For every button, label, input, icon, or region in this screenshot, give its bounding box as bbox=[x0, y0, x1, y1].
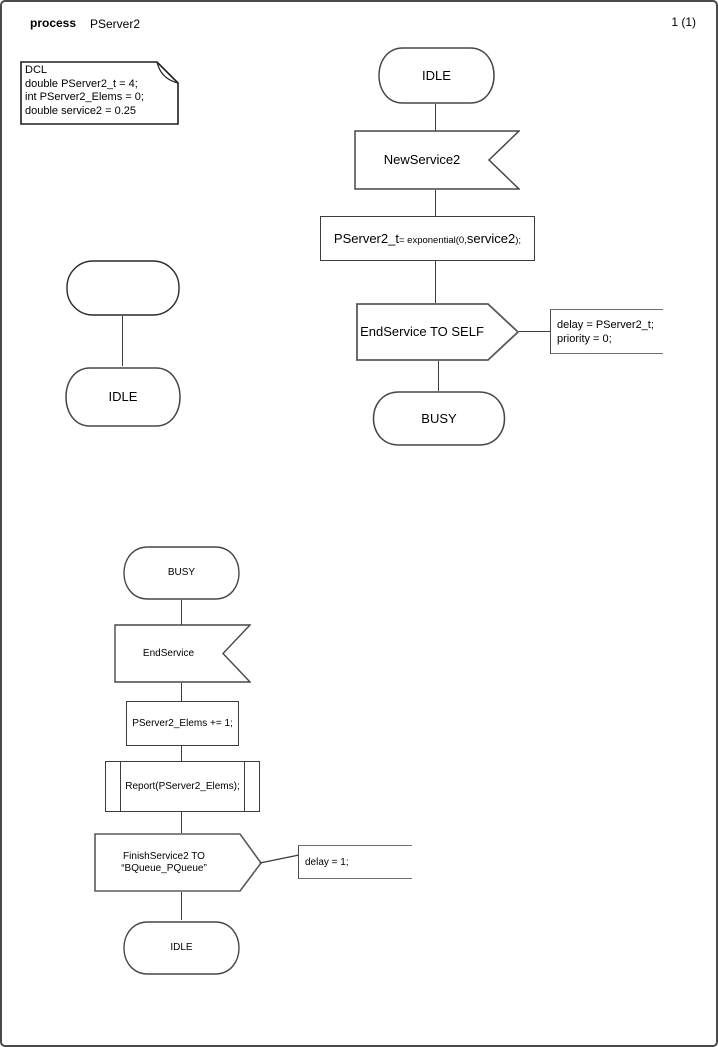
input-signal-label: EndService bbox=[142, 647, 195, 659]
start-symbol[interactable] bbox=[66, 260, 180, 316]
task-text-seg3: service2 bbox=[466, 230, 516, 246]
state-busy-bottom[interactable] bbox=[116, 545, 247, 601]
connector-line bbox=[435, 260, 436, 303]
procedure-report[interactable] bbox=[105, 761, 260, 812]
connector-line bbox=[438, 361, 439, 391]
process-name-label: PServer2 bbox=[90, 17, 141, 31]
procedure-label: Report(PServer2_Elems); bbox=[125, 780, 240, 792]
start-symbol-outline bbox=[66, 260, 180, 316]
procedure-inner-bar-left bbox=[120, 762, 121, 811]
connector-line bbox=[181, 745, 182, 761]
process-keyword: process bbox=[30, 16, 77, 30]
connector-line bbox=[181, 811, 182, 833]
state-busy-top[interactable] bbox=[365, 390, 513, 447]
dcl-line-var1: double PServer2_t = 4; bbox=[25, 77, 138, 90]
state-label: IDLE bbox=[108, 389, 138, 405]
dcl-line-var2: int PServer2_Elems = 0; bbox=[25, 91, 144, 103]
state-label: BUSY bbox=[167, 567, 196, 578]
comment-connector-line bbox=[519, 331, 550, 332]
output-signal-line-2: “BQueue_PQueue” bbox=[121, 862, 207, 874]
connector-line bbox=[122, 316, 123, 366]
state-label: BUSY bbox=[421, 410, 457, 426]
connector-line bbox=[435, 104, 436, 131]
comment-connector-line bbox=[259, 850, 301, 866]
input-endservice[interactable] bbox=[114, 624, 251, 683]
connector-line bbox=[435, 190, 436, 216]
procedure-inner-bar-right bbox=[244, 762, 245, 811]
task-label: PServer2_Elems += 1; bbox=[132, 717, 233, 729]
comment-line-1: delay = PServer2_t; bbox=[557, 318, 654, 331]
state-label: IDLE bbox=[422, 67, 451, 83]
input-signal-label: NewService2 bbox=[383, 152, 461, 168]
connector-line bbox=[181, 683, 182, 701]
task-text-seg1: PServer2_t bbox=[333, 230, 399, 246]
task-set-timer[interactable] bbox=[320, 216, 535, 261]
comment-line-1: delay = 1; bbox=[305, 856, 349, 868]
task-text-seg2: = exponential(0, bbox=[398, 234, 467, 246]
dcl-text-symbol[interactable] bbox=[20, 61, 180, 126]
connector-line bbox=[181, 600, 182, 625]
dcl-line-var3: double service2 = 0.25 bbox=[25, 104, 136, 117]
output-finishservice2[interactable] bbox=[94, 833, 262, 892]
dcl-line-keyword: DCL bbox=[25, 64, 48, 76]
task-text-seg4: ); bbox=[515, 234, 522, 246]
state-idle-bottom[interactable] bbox=[116, 920, 247, 976]
task-increment-elems[interactable] bbox=[126, 701, 239, 746]
output-endservice-self[interactable] bbox=[356, 303, 520, 361]
state-idle-top[interactable] bbox=[371, 46, 502, 105]
output-signal-line-1: FinishService2 TO bbox=[123, 850, 205, 862]
comment-delay-priority[interactable] bbox=[550, 309, 663, 354]
input-newservice2[interactable] bbox=[354, 130, 520, 190]
output-signal-label: EndService TO SELF bbox=[360, 324, 484, 340]
state-idle-left[interactable] bbox=[58, 366, 188, 428]
state-label: IDLE bbox=[170, 942, 193, 953]
comment-delay-1[interactable] bbox=[298, 845, 412, 879]
page-number: 1 (1) bbox=[671, 15, 696, 29]
connector-line bbox=[181, 892, 182, 920]
comment-line-2: priority = 0; bbox=[557, 332, 612, 345]
